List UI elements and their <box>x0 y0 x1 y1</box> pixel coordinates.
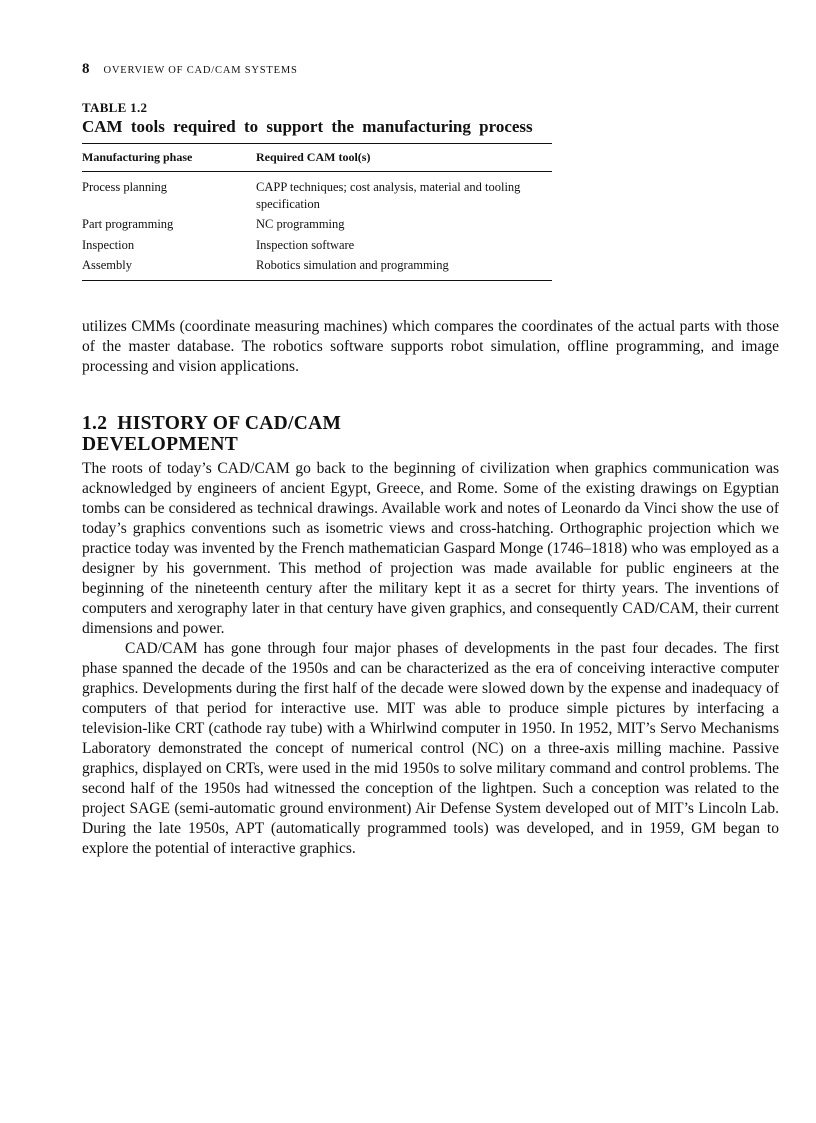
body-paragraph: The roots of today’s CAD/CAM go back to the beginning of civilization when graphics communication was acknowledged by engineers of ancient Egypt, Greece, and Rome. Some of the existing drawings on Egyptian tombs can be considered as technical drawings. Available work and notes of Leonardo da Vinci show the use of today’s graphics conventions such as isometric views and cross-hatching. Orthographic projection which we practice today was invented by the French mathematician Gaspard Monge (1746–1818) who was employed as a designer by his government. This method of projection was made available for public engineers at the beginning of the nineteenth century after the military kept it as a secret for thirty years. The inventions of computers and xerography later in that century have given graphics, and consequently CAD/CAM, their current dimensions and power. <box>82 459 779 637</box>
tools-cell: Robotics simulation and programming <box>256 258 449 272</box>
running-header <box>82 60 782 82</box>
phase-cell: Assembly <box>82 258 132 272</box>
page-number: 8 <box>82 61 90 77</box>
phase-cell: Inspection <box>82 237 135 252</box>
column-header-tools: Required CAM tool(s) <box>256 150 371 164</box>
running-title: OVERVIEW OF CAD/CAM SYSTEMS <box>103 65 298 76</box>
table-body <box>82 172 552 281</box>
phase-cell: Process planning <box>82 180 168 194</box>
tools-cell: Inspection software <box>256 237 355 252</box>
table-header-row <box>82 144 552 172</box>
body-paragraph: CAD/CAM has gone through four major phases of developments in the past four decades. The first phase spanned the decade of the 1950s and can be characterized as the era of conceiving interactive computer graphics. Developments during the first half of the decade were slowed down by the expense and inadequacy of computers of that period for interactive use. MIT was able to produce simple pictures by interfacing a television-like CRT (cathode ray tube) with a Whirlwind computer in 1950. In 1952, MIT’s Servo Mechanisms Laboratory demonstrated the concept of numerical control (NC) on a three-axis milling machine. Passive graphics, displayed on CRTs, were used in the mid 1950s to solve military command and control problems. The second half of the 1950s had witnessed the conception of the lightpen. Such a conception was related to the project SAGE (semi-automatic ground environment) Air Defense System developed out of MIT’s Lincoln Lab. During the late 1950s, APT (automatically programmed tools) was developed, and in 1959, GM began to explore the potential of interactive graphics. <box>82 639 779 857</box>
section-title: HISTORY OF CAD/CAM DEVELOPMENT <box>82 412 342 455</box>
phase-cell: Part programming <box>82 217 174 231</box>
table-row <box>82 237 552 254</box>
book-page <box>82 60 782 859</box>
column-header-phase: Manufacturing phase <box>82 150 193 164</box>
table-label: TABLE 1.2 <box>82 100 148 115</box>
table-row <box>82 216 552 233</box>
tools-cell: CAPP techniques; cost analysis, material and tooling specification <box>256 180 521 211</box>
intro-paragraph: utilizes CMMs (coordinate measuring machines) which compares the coordinates of the actual parts with those of the master database. The robotics software supports robot simulation, offline programming, and image processing and vision applications. <box>82 317 779 375</box>
tools-cell: NC programming <box>256 217 345 231</box>
table-row <box>82 257 552 274</box>
section-heading <box>82 413 442 455</box>
table-title: CAM tools required to support the manufacturing process <box>82 117 533 136</box>
section-number: 1.2 <box>82 412 108 434</box>
table-row <box>82 179 552 212</box>
